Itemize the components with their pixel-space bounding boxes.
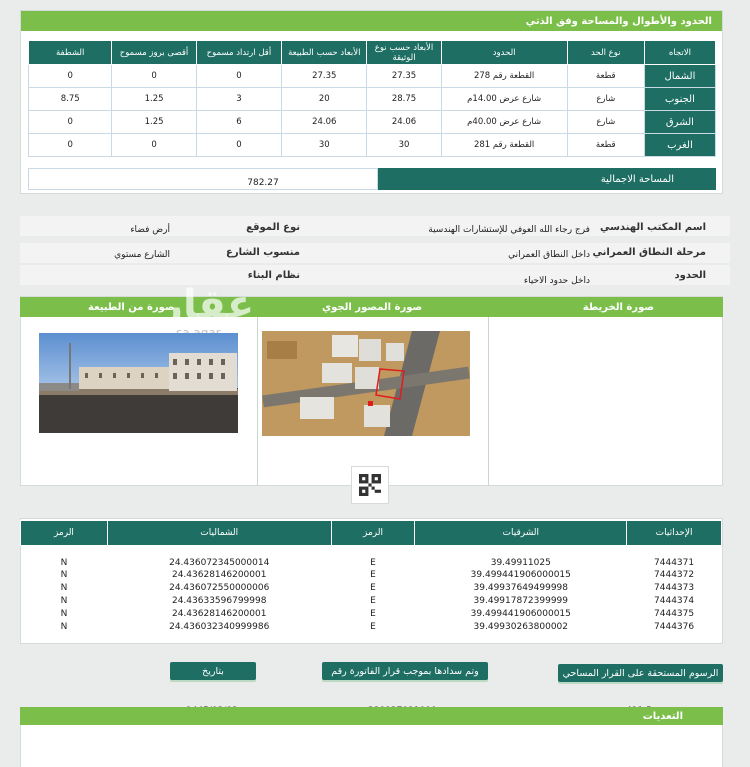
urban-value: داخل النطاق العمراني bbox=[508, 250, 590, 260]
col-nature-dim: الأبعاد حسب الطبيعة bbox=[282, 41, 367, 65]
col-setback: أقل ارتداد مسموح bbox=[196, 41, 281, 65]
notes-header: التعديات bbox=[20, 707, 723, 725]
col-north: الشماليات bbox=[107, 521, 331, 546]
invoice-label: وتم سدادها بموجب قرار الفاتورة رقم bbox=[322, 662, 488, 680]
bounds-value: داخل حدود الاحياء bbox=[523, 276, 590, 286]
map-title: صورة الخريطة bbox=[582, 301, 654, 313]
table-row: الشمال قطعة القطعة رقم 278 27.35 27.35 0 0 0 bbox=[29, 65, 716, 88]
col-chamfer: الشطفة bbox=[29, 41, 112, 65]
info-stripe bbox=[20, 265, 730, 285]
table-row: 7444373 39.49937649499998 E 24.436072550000006 N bbox=[21, 581, 722, 594]
table-row: 7444372 39.499441906000015 E 24.43628146200001 N bbox=[21, 568, 722, 581]
nature-title: صورة من الطبيعة bbox=[88, 301, 175, 313]
table-header-row bbox=[21, 521, 722, 546]
section-title: الحدود والأطوال والمساحة وفق الذتي bbox=[21, 11, 722, 31]
street-level-label: منسوب الشارع bbox=[226, 246, 300, 258]
date-label: بتاريخ bbox=[170, 662, 256, 680]
coords-table bbox=[20, 520, 722, 633]
watermark-logo: عقار bbox=[160, 282, 255, 328]
col-direction: الاتجاه bbox=[644, 41, 715, 65]
table-row: الغرب قطعة القطعة رقم 281 30 30 0 0 0 bbox=[29, 134, 716, 157]
bounds-label: الحدود bbox=[674, 269, 706, 281]
col-boundary: الحدود bbox=[441, 41, 567, 65]
col-type: نوع الحد bbox=[567, 41, 644, 65]
qr-code bbox=[351, 466, 389, 504]
col-coord-id: الإحداثيات bbox=[627, 521, 722, 546]
table-row: 7444375 39.499441906000015 E 24.43628146200001 N bbox=[21, 607, 722, 620]
col-doc-dim: الأبعاد حسب نوع الوثيقة bbox=[367, 41, 441, 65]
table-row: الشرق شارع شارع عرض 40.00م 24.06 24.06 6 1.25 0 bbox=[29, 111, 716, 134]
office-value: فرج رجاء الله العوفي للإستشارات الهندسية bbox=[428, 225, 590, 235]
total-area-value: 782.27 bbox=[28, 168, 378, 190]
site-type-label: نوع الموقع bbox=[246, 221, 300, 233]
table-header-row bbox=[29, 41, 716, 65]
site-type-value: أرض فضاء bbox=[130, 225, 170, 235]
urban-label: مرحلة النطاق العمراني bbox=[592, 246, 706, 258]
building-system-label: نظام البناء bbox=[247, 269, 300, 281]
table-row: 7444376 39.49930263800002 E 24.436032340999986 N bbox=[21, 620, 722, 633]
table-row: الجنوب شارع شارع عرض 14.00م 28.75 20 3 1.25 8.75 bbox=[29, 88, 716, 111]
table-row: 7444371 39.49911025 E 24.436072345000014 N bbox=[21, 546, 722, 569]
total-area-label: المساحة الاجمالية bbox=[378, 168, 716, 190]
boundaries-table bbox=[28, 40, 716, 157]
nature-photo bbox=[39, 333, 238, 433]
office-label: اسم المكتب الهندسي bbox=[599, 221, 706, 233]
street-level-value: الشارع مستوي bbox=[114, 250, 170, 260]
aerial-photo bbox=[262, 331, 470, 436]
col-e-code: الرمز bbox=[331, 521, 415, 546]
col-n-code: الرمز bbox=[21, 521, 108, 546]
aerial-title: صورة المصور الجوي bbox=[322, 301, 423, 313]
table-row: 7444374 39.49917872399999 E 24.43633596799998 N bbox=[21, 594, 722, 607]
fee-label: الرسوم المستحقة على القرار المساحي bbox=[558, 664, 723, 682]
col-projection: أقصى بروز مسموح bbox=[112, 41, 196, 65]
photo-divider bbox=[488, 317, 489, 486]
photo-divider bbox=[257, 317, 258, 486]
col-east: الشرقيات bbox=[415, 521, 627, 546]
